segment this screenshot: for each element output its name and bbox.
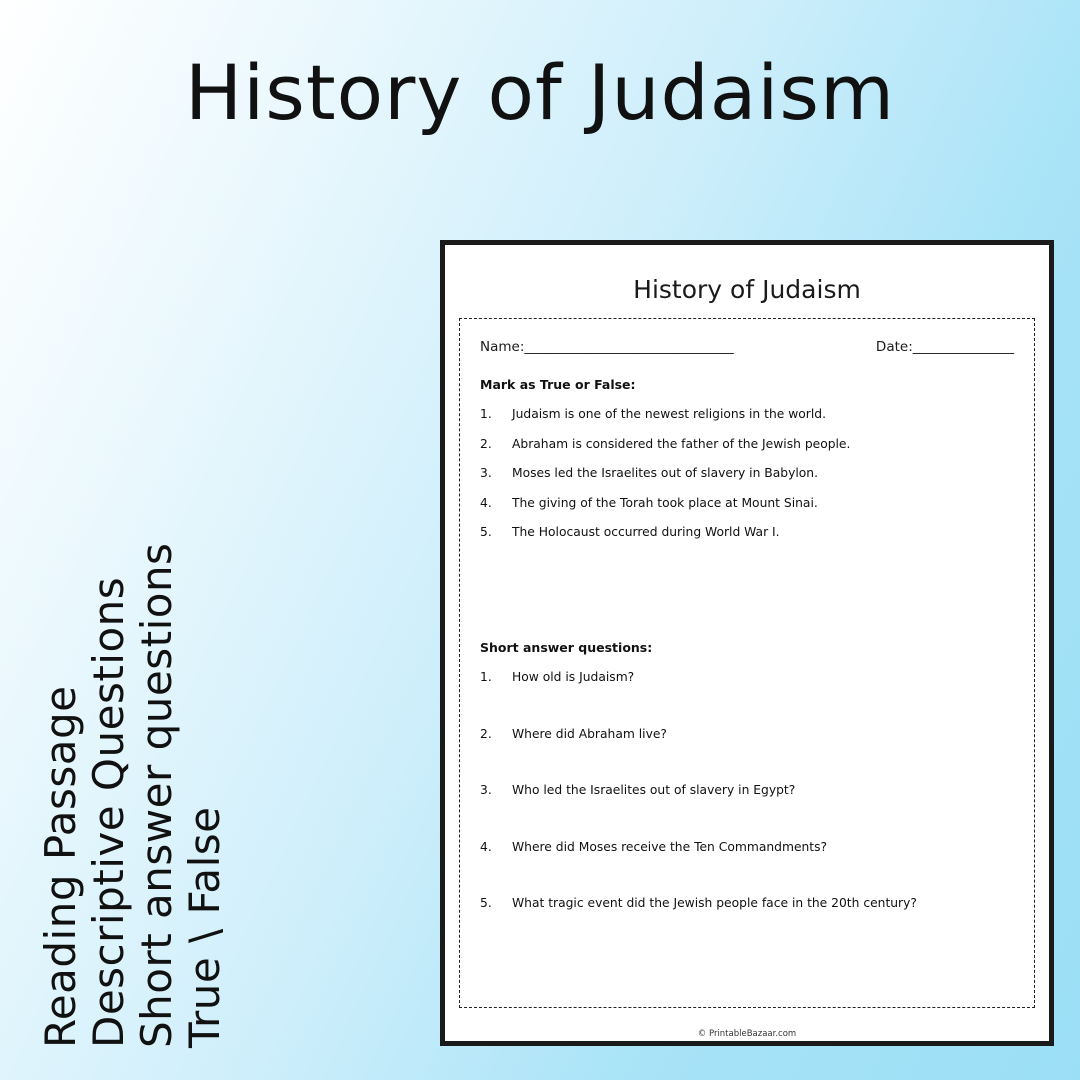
list-item (480, 406, 1014, 423)
feature-label-reading-passage: Reading Passage (36, 685, 85, 1048)
question-number: 5. (480, 896, 492, 911)
name-field-label: Name:_______________________________ (480, 339, 734, 355)
question-number: 1. (480, 407, 492, 421)
question-number: 1. (480, 669, 492, 684)
feature-label-true-false: True \ False (180, 806, 229, 1048)
worksheet-title: History of Judaism (633, 275, 861, 304)
list-item (480, 669, 1014, 686)
question-number: 3. (480, 466, 492, 481)
question-text: Where did Abraham live? (512, 726, 667, 741)
question-text: How old is Judaism? (512, 669, 635, 684)
list-item (480, 524, 1014, 541)
question-number: 2. (480, 436, 492, 451)
date-field-label: Date:_______________ (875, 339, 1014, 355)
list-item (480, 436, 1014, 453)
list-item (480, 495, 1014, 512)
question-text: What tragic event did the Jewish people face in the 20th century? (512, 896, 917, 911)
worksheet-preview (440, 240, 1054, 1046)
short-answer-section-heading: Short answer questions: (480, 639, 653, 655)
list-item (480, 726, 1014, 743)
list-item (480, 465, 1014, 482)
question-number: 2. (480, 726, 492, 741)
short-answer-question-list (480, 669, 1014, 912)
list-item (480, 839, 1014, 856)
true-false-question-list (480, 406, 1014, 541)
question-number: 4. (480, 495, 492, 510)
section-spacer (480, 554, 1014, 640)
feature-label-list (36, 288, 229, 1048)
question-text: Where did Moses receive the Ten Commandments? (512, 839, 828, 854)
question-text: Abraham is considered the father of the Jewish people. (512, 436, 851, 451)
question-text: The giving of the Torah took place at Mount Sinai. (512, 495, 818, 510)
question-text: Moses led the Israelites out of slavery in Babylon. (512, 466, 818, 481)
question-text: Who led the Israelites out of slavery in Egypt? (512, 783, 796, 798)
footer-credit: © PrintableBazaar.com (697, 1029, 797, 1039)
feature-label-descriptive-questions: Descriptive Questions (84, 576, 133, 1048)
question-number: 5. (480, 525, 492, 540)
question-number: 3. (480, 783, 492, 798)
feature-label-short-answer-questions: Short answer questions (132, 542, 181, 1048)
list-item (480, 782, 1014, 799)
question-text: Judaism is one of the newest religions in the world. (512, 407, 826, 421)
true-false-section-heading: Mark as True or False: (480, 377, 636, 392)
worksheet-body (459, 318, 1035, 1008)
name-date-row (480, 339, 1014, 355)
list-item (480, 895, 1014, 912)
question-text: The Holocaust occurred during World War I. (512, 525, 780, 540)
page-title: History of Judaism (184, 48, 896, 137)
question-number: 4. (480, 839, 492, 854)
